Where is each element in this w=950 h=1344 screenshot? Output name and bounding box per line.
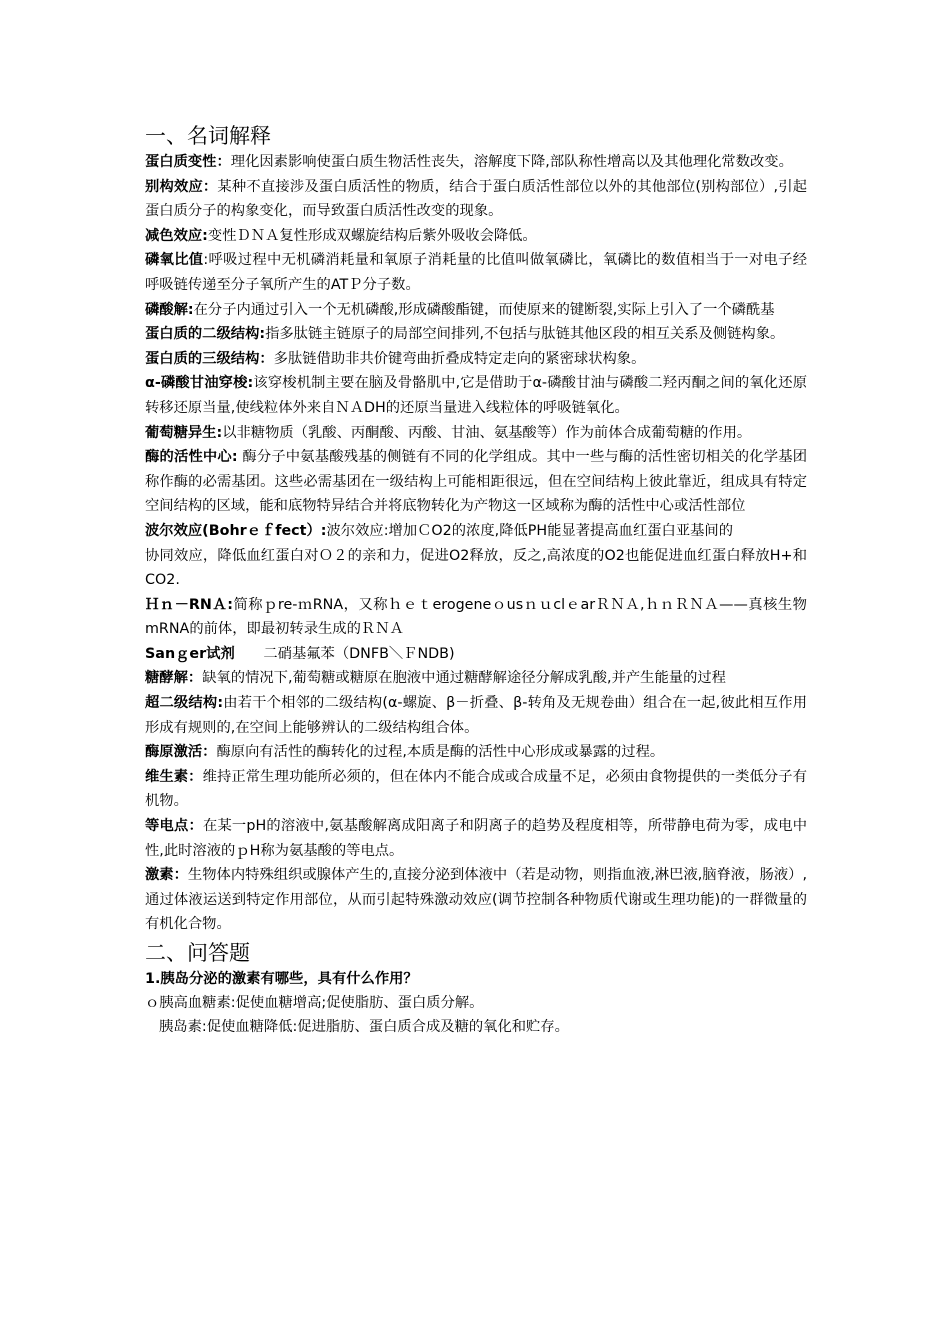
definition-term: 糖酵解： [145, 670, 203, 687]
definition-entry [145, 298, 807, 323]
definition-term: 别构效应： [145, 178, 218, 195]
definition-text: 二硝基氟苯（DNFB＼ＦNDB) [234, 645, 455, 662]
answer-line: 胰岛素:促使血糖降低:促进脂肪、蛋白质合成及糖的氧化和贮存。 [159, 1019, 569, 1035]
definition-entry [145, 224, 807, 249]
definition-text: 变性ＤＮＡ复性形成双螺旋结构后紫外吸收会降低。 [207, 227, 537, 244]
definition-text: 在某一pH的溶液中,氨基酸解离成阳离子和阴离子的趋势及程度相等，所带静电荷为零，成电中性,此时溶液的ｐH称为氨基酸的等电点。 [145, 818, 807, 859]
definition-text: 生物体内特殊组织或腺体产生的,直接分泌到体液中（若是动物，则指血液,淋巴液,脑脊液，肠液）,通过体液运送到特定作用部位，从而引起特殊激动效应(调节控制各种物质代谢或生理功能)的一群微量的有机化合物。 [145, 867, 807, 933]
definition-text: 指多肽链主链原子的局部空间排列,不包括与肽链其他区段的相互关系及侧链构象。 [265, 326, 785, 343]
definition-text: 由若干个相邻的二级结构(α-螺旋、β－折叠、β-转角及无规卷曲）组合在一起,彼此相互作用形成有规则的,在空间上能够辨认的二级结构组合体。 [145, 695, 808, 736]
definition-list [145, 150, 807, 937]
definition-entry [145, 544, 807, 593]
definition-term: α-磷酸甘油穿梭: [145, 375, 254, 392]
definition-text: 多肽链借助非共价键弯曲折叠成特定走向的紧密球状构象。 [273, 350, 646, 367]
definition-term: 磷氧比值 [145, 252, 204, 269]
definition-term: 等电点： [145, 818, 203, 835]
definition-term: 磷酸解: [145, 301, 194, 318]
definition-term: 蛋白质变性： [145, 154, 231, 170]
definition-entry [145, 445, 807, 519]
definition-entry [145, 593, 807, 642]
definition-text: 波尔效应:增加ＣO2的浓度,降低PH能显著提高血红蛋白亚基间的 [326, 522, 734, 539]
definition-term: 维生素： [145, 768, 203, 785]
answer-line: ｏ胰高血糖素:促使血糖增高;促使脂肪、蛋白质分解。 [145, 995, 484, 1011]
definition-entry [145, 519, 807, 544]
question-title: 1.胰岛分泌的激素有哪些，具有什么作用？ [145, 971, 418, 987]
definition-entry [145, 642, 807, 667]
definition-entry [145, 248, 807, 297]
section-heading-questions: 二、问答题 [145, 941, 250, 965]
definition-entry [145, 175, 807, 224]
definition-entry [145, 765, 807, 814]
definition-entry [145, 863, 807, 937]
definition-text: 酶原向有活性的酶转化的过程,本质是酶的活性中心形成或暴露的过程。 [216, 744, 665, 761]
definition-text: 在分子内通过引入一个无机磷酸,形成磷酸酯键，而使原来的键断裂,实际上引入了一个磷酰基 [193, 301, 775, 318]
definition-text: :呼吸过程中无机磷消耗量和氧原子消耗量的比值叫做氧磷比，氧磷比的数值相当于一对电子经呼吸链传递至分子氧所产生的ATＰ分子数。 [145, 252, 808, 293]
definition-entry [145, 814, 807, 863]
document-body [145, 122, 807, 1039]
definition-term: 超二级结构: [145, 695, 224, 712]
definition-term: 酶原激活： [145, 744, 217, 761]
definition-entry [145, 371, 807, 420]
definition-term: 蛋白质的二级结构: [145, 326, 266, 343]
definition-term: 波尔效应(Bohrｅｆfect）: [145, 522, 327, 539]
definition-entry [145, 666, 807, 691]
definition-text: 酶分子中氨基酸残基的侧链有不同的化学组成。其中一些与酶的活性密切相关的化学基团称作酶的必需基团。这些必需基团在一级结构上可能相距很远，但在空间结构上彼此靠近，组成具有特定空间结构的区域，能和底物特异结合并将底物转化为产物这一区域称为酶的活性中心或活性部位 [145, 449, 808, 515]
definition-term: 葡萄糖异生: [145, 424, 223, 441]
definition-entry [145, 421, 807, 446]
definition-entry [145, 740, 807, 765]
definition-text: 某种不直接涉及蛋白质活性的物质，结合于蛋白质活性部位以外的其他部位(别构部位）,引起蛋白质分子的构象变化，而导致蛋白质活性改变的现象。 [145, 178, 808, 220]
definition-entry [145, 322, 807, 347]
definition-term: Sanｇer试剂 [145, 645, 235, 662]
definition-entry [145, 347, 807, 372]
definition-term: Ｈｎ－RNＡ: [145, 596, 233, 613]
definition-text: 简称ｐre-ｍRNA，又称ｈｅｔerogeneｏusｎｕclｅarＲＮＡ,ｈｎＲＮＡ——真核生物mRNA的前体，即最初转录生成的ＲＮＡ [145, 596, 807, 638]
definition-text: 协同效应，降低血红蛋白对Ｏ２的亲和力，促进O2释放，反之,高浓度的O2也能促进血红蛋白释放H+和CO2. [145, 547, 807, 589]
definition-term: 减色效应: [145, 227, 208, 244]
definition-term: 蛋白质的三级结构： [145, 350, 274, 367]
definition-text: 理化因素影响使蛋白质生物活性丧失，溶解度下降,部队称性增高以及其他理化常数改变。 [230, 154, 793, 170]
definition-term: 激素： [145, 867, 188, 884]
definition-text: 该穿梭机制主要在脑及骨骼肌中,它是借助于α-磷酸甘油与磷酸二羟丙酮之间的氧化还原转移还原当量,使线粒体外来自ＮＡDH的还原当量进入线粒体的呼吸链氧化。 [145, 375, 807, 416]
definition-text: 以非糖物质（乳酸、丙酮酸、丙酸、甘油、氨基酸等）作为前体合成葡萄糖的作用。 [222, 424, 752, 441]
definition-term: 酶的活性中心: [145, 449, 238, 466]
section-heading-definitions: 一、名词解释 [145, 124, 271, 148]
definition-text: 维持正常生理功能所必须的，但在体内不能合成或合成量不足，必须由食物提供的一类低分子有机物。 [145, 768, 807, 810]
definition-entry [145, 150, 807, 175]
definition-text: 缺氧的情况下,葡萄糖或糖原在胞液中通过糖酵解途径分解成乳酸,并产生能量的过程 [202, 670, 726, 687]
definition-entry [145, 691, 807, 740]
